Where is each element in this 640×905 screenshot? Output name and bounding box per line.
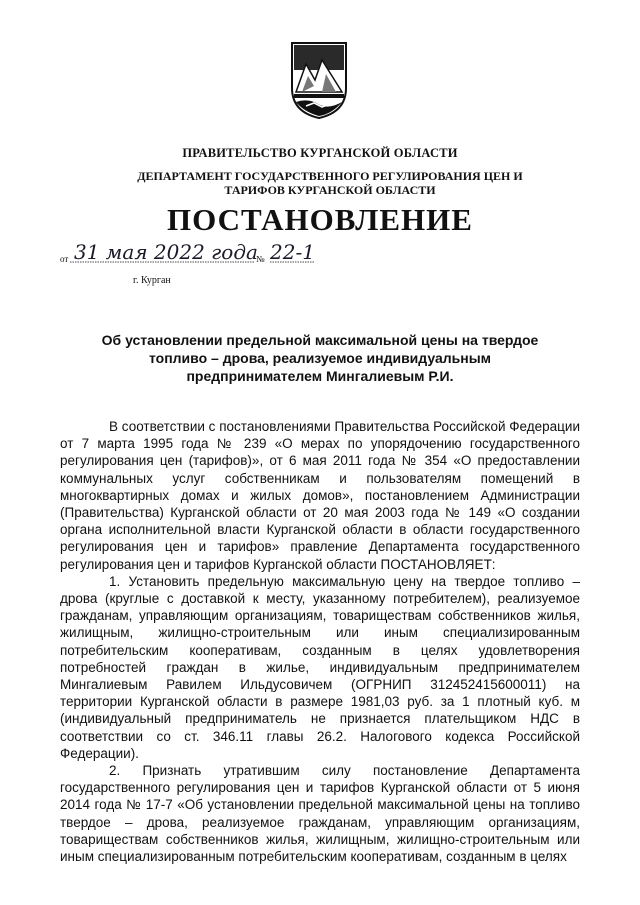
subject-heading: Об установлении предельной максимальной цены на твердое топливо – дрова, реализуемое индивидуальным предпринимателем Мингалиевым Р.И. bbox=[101, 332, 539, 384]
paragraph-item-1: 1. Установить предельную максимальную цену на твердое топливо – дрова (круглые с доставкой к месту, указанному потребителем), реализуемое гражданам, управляющим организациям, товариществам собственников жилья, жилищным, жилищно-строительным или иным специализированным потребительским кооперативам, созданным в целях удовлетворения потребностей граждан в жилье, индивидуальным предпринимателем Мингалиевым Равилем Ильдусовичем (ОГРНИП 312452415600011) на территории Курганской области в размере 1981,03 руб. за 1 плотный куб. м (индивидуальный предприниматель не признается плательщиком НДС в соответствии со ст. 346.11 главы 26.2. Налогового кодекса Российской Федерации). bbox=[60, 573, 580, 761]
from-label: от bbox=[60, 254, 69, 264]
government-name: ПРАВИТЕЛЬСТВО КУРГАНСКОЙ ОБЛАСТИ bbox=[182, 146, 458, 160]
document-body bbox=[60, 418, 580, 865]
department-name: ДЕПАРТАМЕНТ ГОСУДАРСТВЕННОГО РЕГУЛИРОВАНИЯ ЦЕН И ТАРИФОВ КУРГАНСКОЙ ОБЛАСТИ bbox=[137, 169, 523, 197]
handwritten-number: 22-1 bbox=[270, 240, 315, 264]
paragraph-preamble: В соответствии с постановлениями Правительства Российской Федерации от 7 марта 1995 года № 239 «О мерах по упорядочению государственного регулирования цен (тарифов)», от 6 мая 2011 года № 354 «О предоставлении коммунальных услуг собственникам и пользователям помещений в многоквартирных домах и жилых домов», постановлением Администрации (Правительства) Курганской области от 20 мая 2003 года № 149 «О создании органа исполнительной власти Курганской области в области государственного регулирования цен и тарифов» правление Департамента государственного регулирования цен и тарифов Курганской области ПОСТАНОВЛЯЕТ: bbox=[60, 419, 580, 572]
paragraph-item-2: 2. Признать утратившим силу постановление Департамента государственного регулирования цен и тарифов Курганской области от 5 июня 2014 года № 17-7 «Об установлении предельной максимальной цены на топливо твердое – дрова, реализуемое гражданам, управляющим организациям, товариществам собственников жилья, жилищным, жилищно-строительным или иным специализированным потребительским кооперативам, созданным в целях bbox=[60, 763, 580, 865]
coat-of-arms-emblem bbox=[288, 40, 350, 120]
handwritten-date: 31 мая 2022 года bbox=[74, 240, 258, 264]
number-label: № bbox=[256, 254, 265, 264]
date-underline bbox=[70, 261, 360, 265]
date-number-line bbox=[60, 240, 360, 270]
document-type-title: ПОСТАНОВЛЕНИЕ bbox=[167, 202, 473, 237]
city-label: г. Курган bbox=[133, 275, 171, 286]
